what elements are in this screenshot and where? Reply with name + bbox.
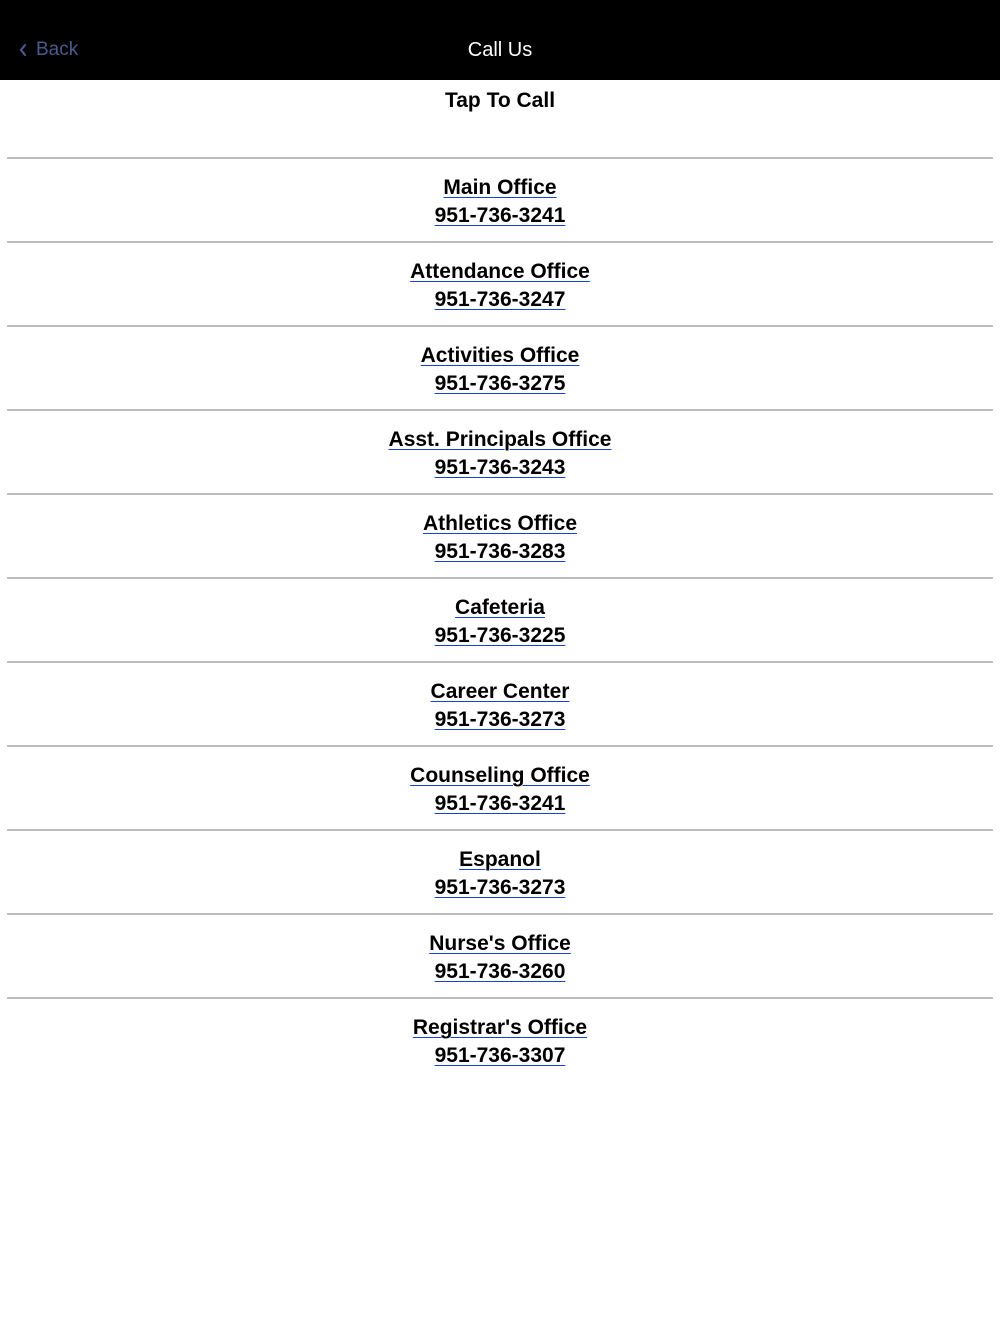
page-title: Call Us: [467, 39, 533, 61]
contact-phone: 951-736-3243: [434, 456, 566, 479]
contact-row-cafeteria: [0, 579, 1000, 661]
contact-row-asst-principals-office: [0, 411, 1000, 493]
contact-name: Career Center: [430, 680, 570, 703]
call-link-main-office[interactable]: [435, 174, 566, 230]
call-link-career-center[interactable]: [431, 678, 570, 734]
contact-row-espanol: [0, 831, 1000, 913]
contact-name: Activities Office: [420, 344, 580, 367]
contact-name: Counseling Office: [410, 764, 590, 787]
contact-list: [0, 80, 1000, 1081]
call-link-activities-office[interactable]: [421, 342, 580, 398]
contact-phone: 951-736-3225: [434, 624, 566, 647]
contact-row-nurses-office: [0, 915, 1000, 997]
contact-row-career-center: [0, 663, 1000, 745]
call-link-asst-principals-office[interactable]: [389, 426, 612, 482]
contact-name: Cafeteria: [455, 596, 545, 619]
contact-name: Athletics Office: [422, 512, 578, 535]
call-link-espanol[interactable]: [435, 846, 566, 902]
contact-name: Asst. Principals Office: [388, 428, 612, 451]
contact-phone: 951-736-3241: [434, 204, 566, 227]
contact-phone: 951-736-3283: [434, 540, 566, 563]
contact-phone: 951-736-3307: [434, 1044, 566, 1067]
contact-phone: 951-736-3275: [434, 372, 566, 395]
contact-phone: 951-736-3247: [434, 288, 566, 311]
contact-phone: 951-736-3241: [434, 792, 566, 815]
tap-to-call-heading: Tap To Call: [444, 89, 556, 112]
contact-row-activities-office: [0, 327, 1000, 409]
call-link-nurses-office[interactable]: [429, 930, 571, 986]
call-link-cafeteria[interactable]: [435, 594, 566, 650]
call-link-registrars-office[interactable]: [413, 1014, 587, 1070]
contact-name: Nurse's Office: [429, 932, 571, 955]
back-label: Back: [36, 39, 79, 60]
contact-phone: 951-736-3260: [434, 960, 566, 983]
contact-row-athletics-office: [0, 495, 1000, 577]
contact-name: Attendance Office: [410, 260, 590, 283]
contact-row-main-office: [0, 159, 1000, 241]
contact-row-counseling-office: [0, 747, 1000, 829]
navigation-bar: [0, 0, 1000, 80]
contact-phone: 951-736-3273: [434, 708, 566, 731]
call-link-counseling-office[interactable]: [410, 762, 590, 818]
call-link-attendance-office[interactable]: [410, 258, 590, 314]
contact-name: Main Office: [443, 176, 557, 199]
contact-row-attendance-office: [0, 243, 1000, 325]
contact-phone: 951-736-3273: [434, 876, 566, 899]
contact-name: Espanol: [459, 848, 541, 871]
call-link-athletics-office[interactable]: [423, 510, 577, 566]
contact-row-registrars-office: [0, 999, 1000, 1081]
contact-name: Registrar's Office: [412, 1016, 588, 1039]
